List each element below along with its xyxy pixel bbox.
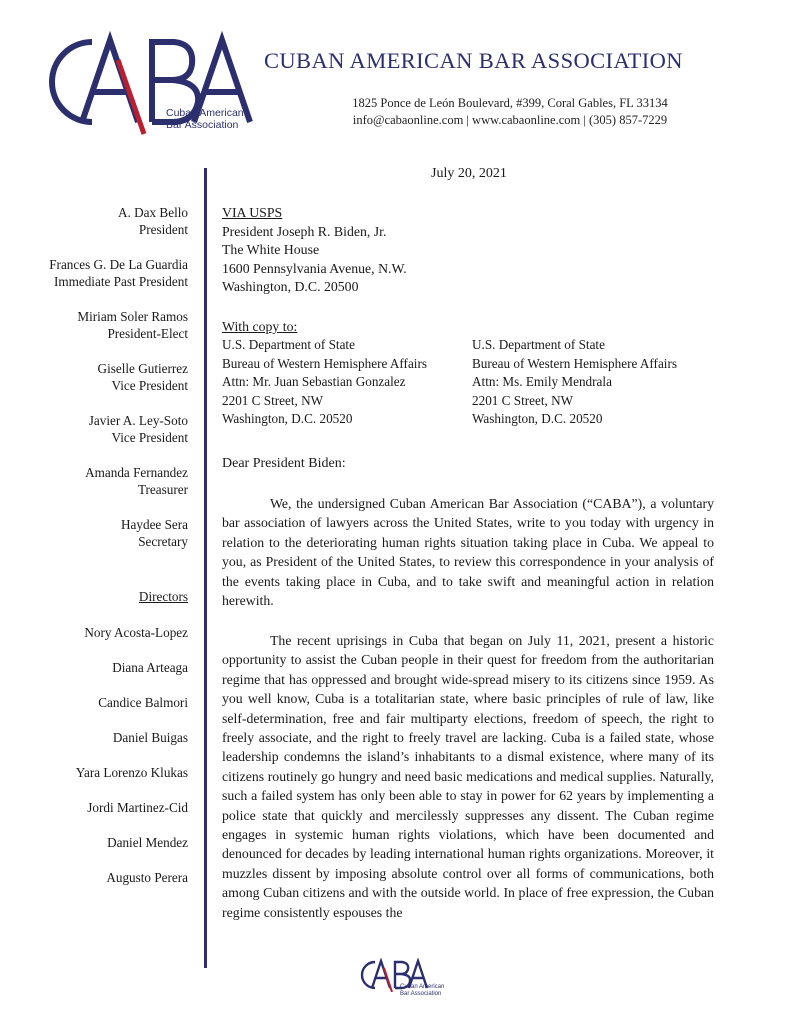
recipient-line: President Joseph R. Biden, Jr. [222, 223, 387, 239]
officer-item [0, 308, 188, 342]
copy-line: Attn: Mr. Juan Sebastian Gonzalez [222, 374, 406, 389]
via-line: VIA USPS [222, 205, 283, 220]
officer-item [0, 360, 188, 394]
officer-item [0, 464, 188, 498]
recipient-block [222, 204, 407, 297]
officer-title: Vice President [111, 430, 188, 445]
recipient-line: The White House [222, 242, 320, 257]
recipient-line: Washington, D.C. 20500 [222, 279, 359, 294]
director-name: Augusto Perera [106, 870, 188, 885]
officer-title: Immediate Past President [53, 274, 188, 289]
copy-recipient-left [222, 336, 427, 429]
caba-logo [34, 30, 264, 140]
officer-item [0, 204, 188, 238]
officer-title: Secretary [138, 534, 188, 549]
director-name: Daniel Mendez [107, 835, 188, 850]
officer-title: Vice President [111, 378, 188, 393]
officer-name: Miriam Soler Ramos [77, 309, 188, 324]
director-name: Daniel Buigas [112, 730, 188, 745]
officer-name: Amanda Fernandez [85, 465, 188, 480]
director-name: Candice Balmori [98, 695, 188, 710]
officer-name: Giselle Gutierrez [97, 361, 188, 376]
footer-logo [356, 958, 446, 1008]
org-name: CUBAN AMERICAN BAR ASSOCIATION [264, 48, 683, 73]
copy-line: Bureau of Western Hemisphere Affairs [222, 355, 427, 371]
letter-date: July 20, 2021 [431, 166, 507, 181]
copy-line: U.S. Department of State [472, 337, 605, 352]
officer-title: President-Elect [107, 326, 188, 341]
director-name: Diana Arteaga [112, 660, 188, 675]
officer-name: Haydee Sera [121, 517, 188, 532]
copy-line: U.S. Department of State [222, 337, 355, 352]
copy-line: Washington, D.C. 20520 [472, 411, 603, 426]
logo-subtitle-line1: Cuban American [166, 107, 244, 119]
footer-logo-subtitle-line2: Bar Association [400, 991, 442, 997]
director-name: Yara Lorenzo Klukas [75, 765, 188, 780]
officer-title: President [138, 222, 188, 237]
officer-item [0, 412, 188, 446]
officer-name: Frances G. De La Guardia [49, 257, 188, 272]
recipient-line: 1600 Pennsylvania Avenue, N.W. [222, 260, 407, 276]
sidebar-divider [204, 168, 207, 968]
director-name: Jordi Martinez-Cid [87, 800, 188, 815]
copy-line: Attn: Ms. Emily Mendrala [472, 374, 612, 389]
copy-recipient-right [472, 336, 677, 429]
directors-heading: Directors [138, 589, 188, 604]
officer-name: A. Dax Bello [118, 205, 188, 220]
copy-line: 2201 C Street, NW [472, 392, 574, 408]
officer-item [0, 256, 188, 290]
copy-line: 2201 C Street, NW [222, 392, 324, 408]
footer-logo-subtitle-line1: Cuban American [400, 984, 445, 990]
body-paragraph-1: We, the undersigned Cuban American Bar Association (“CABA”), a voluntary bar association of lawyers across the United States, write to you today with urgency in relation to the deteriorating human rights situation taking place in Cuba. We appeal to you, as President of the United States, to review this correspondence in your analysis of the events taking place in Cuba, and to take swift and meaningful action in relation herewith. [222, 496, 714, 609]
director-name: Nory Acosta-Lopez [84, 625, 188, 640]
org-contact: info@cabaonline.com | www.cabaonline.com | (305) 857-7229 [352, 113, 668, 127]
officer-name: Javier A. Ley-Soto [88, 413, 188, 428]
copy-label: With copy to: [222, 319, 298, 334]
officer-title: Treasurer [137, 482, 188, 497]
org-address: 1825 Ponce de León Boulevard, #399, Coral Gables, FL 33134 [352, 96, 668, 110]
copy-line: Washington, D.C. 20520 [222, 411, 353, 426]
body-paragraph-2: The recent uprisings in Cuba that began on July 11, 2021, present a historic opportunity to assist the Cuban people in their quest for freedom from the authoritarian regime that has oppressed and brought wide-spread misery to its citizens since 1959. As you well know, Cuba is a totalitarian state, where basic principles of rule of law, like self-determination, free and fair multiparty elections, freedom of speech, the right to freely associate, and the right to freely travel are lacking. Cuba is a failed state, whose leadership condemns the island’s inhabitants to a dismal existence, where many of its citizens routinely go hungry and need basic medications and medical supplies. Naturally, such a failed system has only been able to stay in power for 62 years by implementing a police state that quickly and mercilessly suppresses any dissent. The Cuban regime engages in systemic human rights violations, which have been documented and denounced for decades by leading international human rights organizations. Moreover, it muzzles dissent by imposing absolute control over all forms of communications, both among Cuban citizens and with the outside world. In place of free expression, the Cuban regime consistently espouses the [222, 633, 714, 920]
officer-item [0, 516, 188, 550]
salutation: Dear President Biden: [222, 456, 346, 471]
copy-line: Bureau of Western Hemisphere Affairs [472, 355, 677, 371]
logo-subtitle-line2: Bar Association [166, 119, 239, 131]
